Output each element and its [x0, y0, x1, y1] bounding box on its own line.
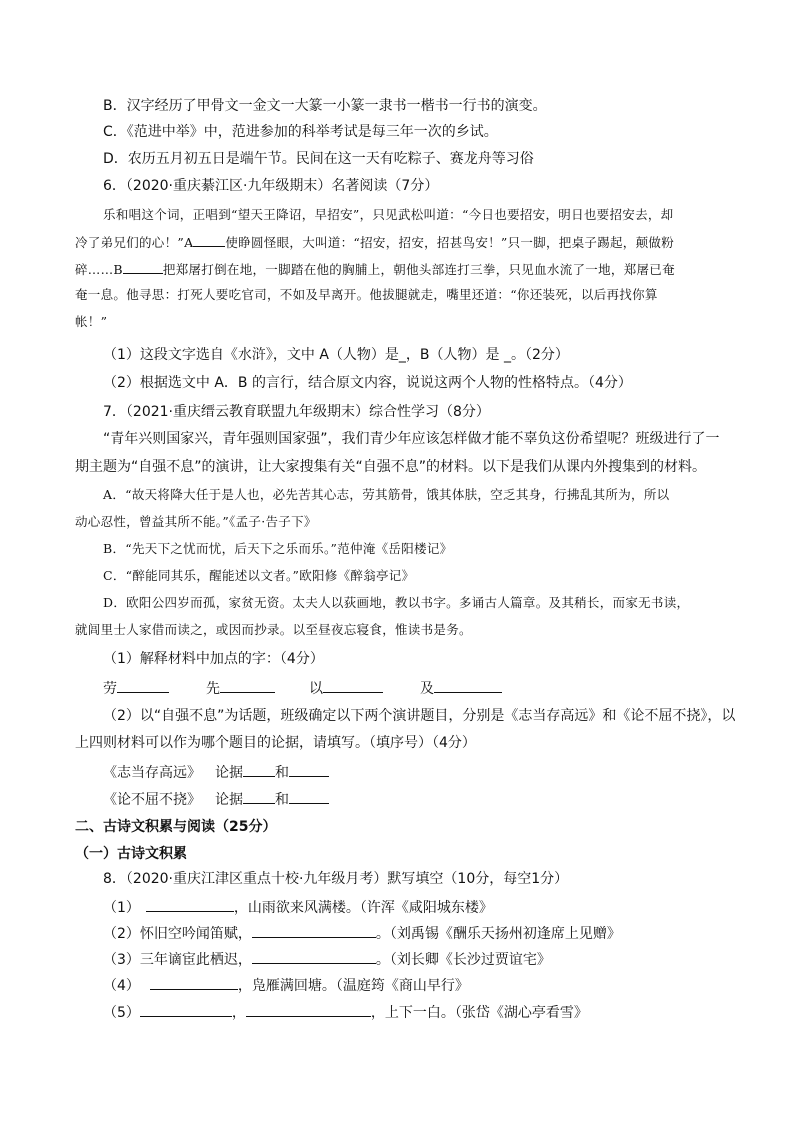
section-2-title: 二、古诗文积累与阅读（25分） — [75, 819, 277, 835]
word-blank-3[interactable] — [323, 678, 383, 693]
word-blank-4[interactable] — [434, 678, 502, 693]
q6-header: 6．（2020·重庆綦江区·九年级期末）名著阅读（7分） — [103, 178, 439, 194]
q8-item-3 — [103, 949, 551, 969]
q6-passage-text: 碎……B — [75, 262, 123, 277]
q8-blank-6[interactable] — [246, 1002, 371, 1017]
q8-item-4 — [103, 975, 469, 995]
q8-blank-2[interactable] — [252, 923, 376, 938]
item-number: （3） — [103, 952, 140, 968]
q8-item-1 — [103, 897, 493, 917]
item-text: 。（刘禹锡《酬乐天扬州初逢席上见赠》 — [375, 926, 621, 942]
item-text: 怀旧空吟闻笛赋， — [139, 926, 252, 942]
topic-1-blank-2[interactable] — [289, 762, 329, 777]
q7-subquestion-2-line-2: 上四则材料可以作为哪个题目的论据，请填写。（填序号）（4分） — [75, 735, 476, 751]
q6-blank-a[interactable] — [193, 232, 225, 247]
q8-header: 8．（2020·重庆江津区重点十校·九年级月考）默写填空（10分，每空1分） — [103, 871, 569, 887]
q7-topic-2-row — [103, 789, 329, 809]
q6-passage-line-1: 乐和唱这个词，正唱到“望天王降诏，早招安”，只见武松叫道：“今日也要招安，明日也要招安去，却 — [103, 207, 674, 222]
q6-subquestion-1: （1）这段文字选自《水浒》，文中 A（人物）是_，B（人物）是 _。（2分） — [103, 347, 569, 363]
word-label: 先 — [206, 681, 220, 697]
word-label: 以 — [309, 681, 323, 697]
and-label: 和 — [275, 765, 289, 781]
q7-subquestion-1: （1）解释材料中加点的字：（4分） — [103, 651, 324, 667]
topic-2-blank-1[interactable] — [243, 789, 275, 804]
item-text: 。（刘长卿《长沙过贾谊宅》 — [375, 952, 551, 968]
q6-passage-line-5: 帐！” — [75, 314, 108, 329]
q8-blank-4[interactable] — [150, 975, 238, 990]
q5-option-c: C．《范进中举》中，范进参加的科举考试是每三年一次的乡试。 — [103, 124, 498, 140]
q6-passage-text: 把郑屠打倒在地，一脚踏在他的胸脯上，朝他头部连打三拳，只见血水流了一地，郑屠已奄 — [162, 262, 675, 277]
q5-option-d: D．农历五月初五日是端午节。民间在这一天有吃粽子、赛龙舟等习俗 — [103, 151, 534, 167]
item-separator: ， — [231, 1005, 246, 1021]
q7-word-blanks — [103, 678, 502, 698]
q6-passage-line-3 — [75, 259, 675, 279]
item-number: （1） — [103, 900, 140, 916]
q7-topic-1-row — [103, 762, 329, 782]
q8-blank-1[interactable] — [146, 897, 234, 912]
item-text: ，山雨欲来风满楼。（许浑《咸阳城东楼》 — [233, 900, 493, 916]
q6-blank-b[interactable] — [123, 259, 163, 274]
section-2-subtitle: （一）古诗文积累 — [75, 846, 187, 862]
evidence-label: 论据 — [215, 792, 243, 808]
q7-material-c: C．“醉能同其乐，醒能述以文者。”欧阳修《醉翁亭记》 — [103, 568, 415, 583]
q7-material-a-line-1: A．“故天将降大任于是人也，必先苦其心志，劳其筋骨，饿其体肤，空乏其身，行拂乱其所为，所以 — [103, 487, 670, 502]
q7-material-b: B．“先天下之忧而忧，后天下之乐而乐。”范仲淹《岳阳楼记》 — [103, 541, 453, 556]
item-number: （4） — [103, 978, 140, 994]
item-number: （5） — [103, 1005, 140, 1021]
q6-passage-line-2 — [75, 232, 674, 252]
q7-intro-line-1: “青年兴则国家兴，青年强则国家强”，我们青少年应该怎样做才能不辜负这份希望呢？班级进行了一 — [103, 431, 720, 447]
item-text: ，上下一白。（张岱《湖心亭看雪》 — [370, 1005, 588, 1021]
q6-passage-text: 冷了弟兄们的心！”A — [75, 235, 194, 250]
q8-blank-3[interactable] — [252, 949, 376, 964]
q7-material-d-line-2: 就闾里士人家借而读之，或因而抄录。以至昼夜忘寝食，惟读书是务。 — [75, 622, 472, 637]
item-number: （2） — [103, 926, 140, 942]
q5-option-b: B．汉字经历了甲骨文一金文一大篆一小篆一隶书一楷书一行书的演变。 — [103, 98, 547, 114]
topic-1-blank-1[interactable] — [243, 762, 275, 777]
word-label: 劳 — [103, 681, 117, 697]
topic-1-title: 《志当存高远》 — [103, 765, 201, 781]
evidence-label: 论据 — [215, 765, 243, 781]
q8-item-5 — [103, 1002, 588, 1022]
q7-subquestion-2-line-1: （2）以“自强不息”为话题，班级确定以下两个演讲题目，分别是《志当存高远》和《论不屈不挠》，以 — [103, 708, 736, 724]
q7-material-a-line-2: 动心忍性，曾益其所不能。”《孟子·告子下》 — [75, 514, 317, 529]
q7-material-d-line-1: D．欧阳公四岁而孤，家贫无资。太夫人以荻画地，教以书字。多诵古人篇章。及其稍长，而家无书读， — [103, 595, 690, 610]
q6-passage-line-4: 奄一息。他寻思：打死人要吃官司，不如及早离开。他拔腿就走，嘴里还道：“你还装死，以后再找你算 — [75, 287, 658, 302]
q7-header: 7．（2021·重庆缙云教育联盟九年级期末）综合性学习（8分） — [103, 404, 490, 420]
q6-passage-text: 使睁圆怪眼，大叫道：“招安，招安，招甚鸟安！”只一脚，把桌子踢起，颠做粉 — [225, 235, 675, 250]
topic-2-title: 《论不屈不挠》 — [103, 792, 201, 808]
q6-subquestion-2: （2）根据选文中 A．B 的言行，结合原文内容，说说这两个人物的性格特点。（4分） — [103, 375, 632, 391]
word-blank-1[interactable] — [117, 678, 169, 693]
item-text: ，凫雁满回塘。（温庭筠《商山早行》 — [237, 978, 469, 994]
q8-blank-5[interactable] — [140, 1002, 232, 1017]
item-text: 三年谪宦此栖迟， — [139, 952, 252, 968]
word-label: 及 — [420, 681, 434, 697]
word-blank-2[interactable] — [220, 678, 275, 693]
topic-2-blank-2[interactable] — [289, 789, 329, 804]
and-label: 和 — [275, 792, 289, 808]
q7-intro-line-2: 期主题为“自强不息”的演讲，让大家搜集有关“自强不息”的材料。以下是我们从课内外搜集到的材料。 — [75, 459, 707, 475]
q8-item-2 — [103, 923, 621, 943]
